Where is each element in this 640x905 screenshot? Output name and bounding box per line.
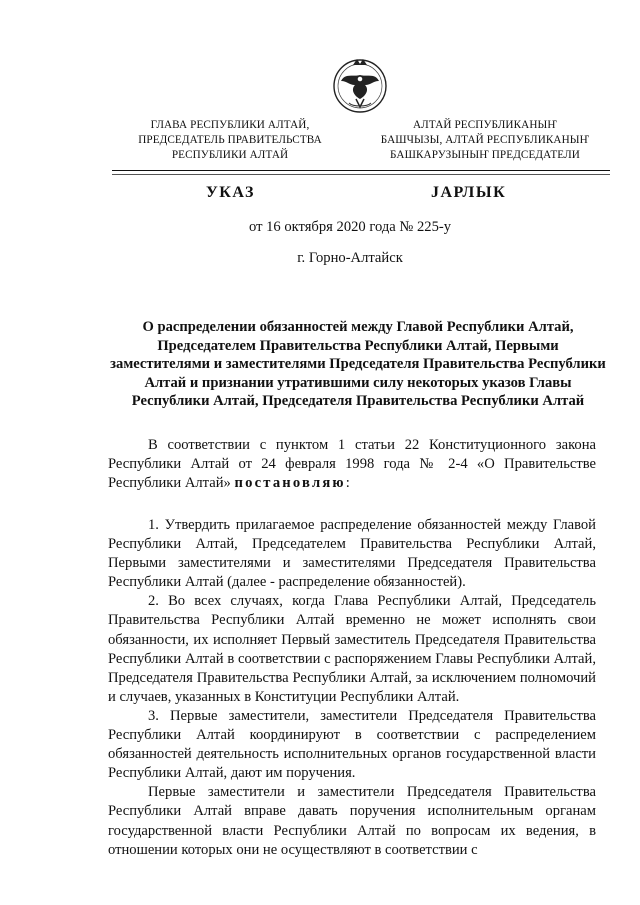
header-left-line: ГЛАВА РЕСПУБЛИКИ АЛТАЙ,: [150, 119, 310, 131]
decree-word: постановляю: [234, 475, 346, 492]
doc-type-alt: ЈАРЛЫК: [431, 184, 507, 201]
preamble: [108, 436, 596, 493]
paragraph: 1. Утвердить прилагаемое распределение обязанностей между Главой Республики Алтай, Председателем Правительства Республики Алтай, Первыми заместителями и заместителями Председателя Правительства Республики Алтай (далее - распределение обязанностей).: [108, 517, 596, 591]
date-line: от 16 октября 2020 года № 225-у: [248, 219, 452, 235]
header-right-block: [360, 118, 610, 163]
header-left-line: ПРЕДСЕДАТЕЛЬ ПРАВИТЕЛЬСТВА: [138, 134, 322, 146]
body-paragraphs: [108, 516, 596, 860]
paragraph: 3. Первые заместители, заместители Председателя Правительства Республики Алтай координируют в соответствии с распределением обязанностей деятельность исполнительных органов государственной власти Республики Алтай, дают им поручения.: [108, 707, 596, 782]
decree-colon: :: [345, 475, 350, 492]
header-divider-thin: [112, 174, 610, 175]
header-right-line: БАШКАРУЗЫНЫҤ ПРЕДСЕДАТЕЛИ: [390, 149, 580, 161]
header-divider: [112, 170, 610, 171]
doc-type-ru: УКАЗ: [206, 184, 255, 201]
document-title: О распределении обязанностей между Главой Республики Алтай, Председателем Правительства Республики Алтай, Первыми заместителями и заместителями Председателя Правительства Республики Алтай и признании утратившими силу некоторых указов Главы Республики Алтай, Председателя Правительства Республики Алтай: [110, 319, 606, 409]
paragraph: 2. Во всех случаях, когда Глава Республики Алтай, Председатель Правительства Республики Алтай временно не может исполнять свои обязанности, их исполняет Первый заместитель Председателя Правительства Республики Алтай в соответствии с распоряжением Главы Республики Алтай, Председателя Правительства Республики Алтай, за исключением полномочий и случаев, указанных в Конституции Республики Алтай.: [108, 593, 596, 705]
preamble-text: В соответствии с пунктом 1 статьи 22 Конституционного закона Республики Алтай от 24 февраля 1998 года № 2-4 «О Правительстве Республики Алтай»: [108, 437, 596, 492]
preamble-block: [108, 436, 596, 493]
header-left-block: [120, 118, 340, 163]
header-left-line: РЕСПУБЛИКИ АЛТАЙ: [171, 149, 289, 161]
paragraph: Первые заместители и заместители Председателя Правительства Республики Алтай вправе давать поручения исполнительным органам государственной власти Республики Алтай по вопросам их ведения, в отношении которых они не осуществляют в соответствии с: [108, 784, 596, 858]
header-right-line: АЛТАЙ РЕСПУБЛИКАНЫҤ: [412, 119, 558, 131]
city: г. Горно-Алтайск: [297, 250, 403, 266]
header-right-line: БАШЧЫЗЫ, АЛТАЙ РЕСПУБЛИКАНЫҤ: [380, 134, 590, 146]
coat-of-arms-icon: [331, 55, 389, 117]
